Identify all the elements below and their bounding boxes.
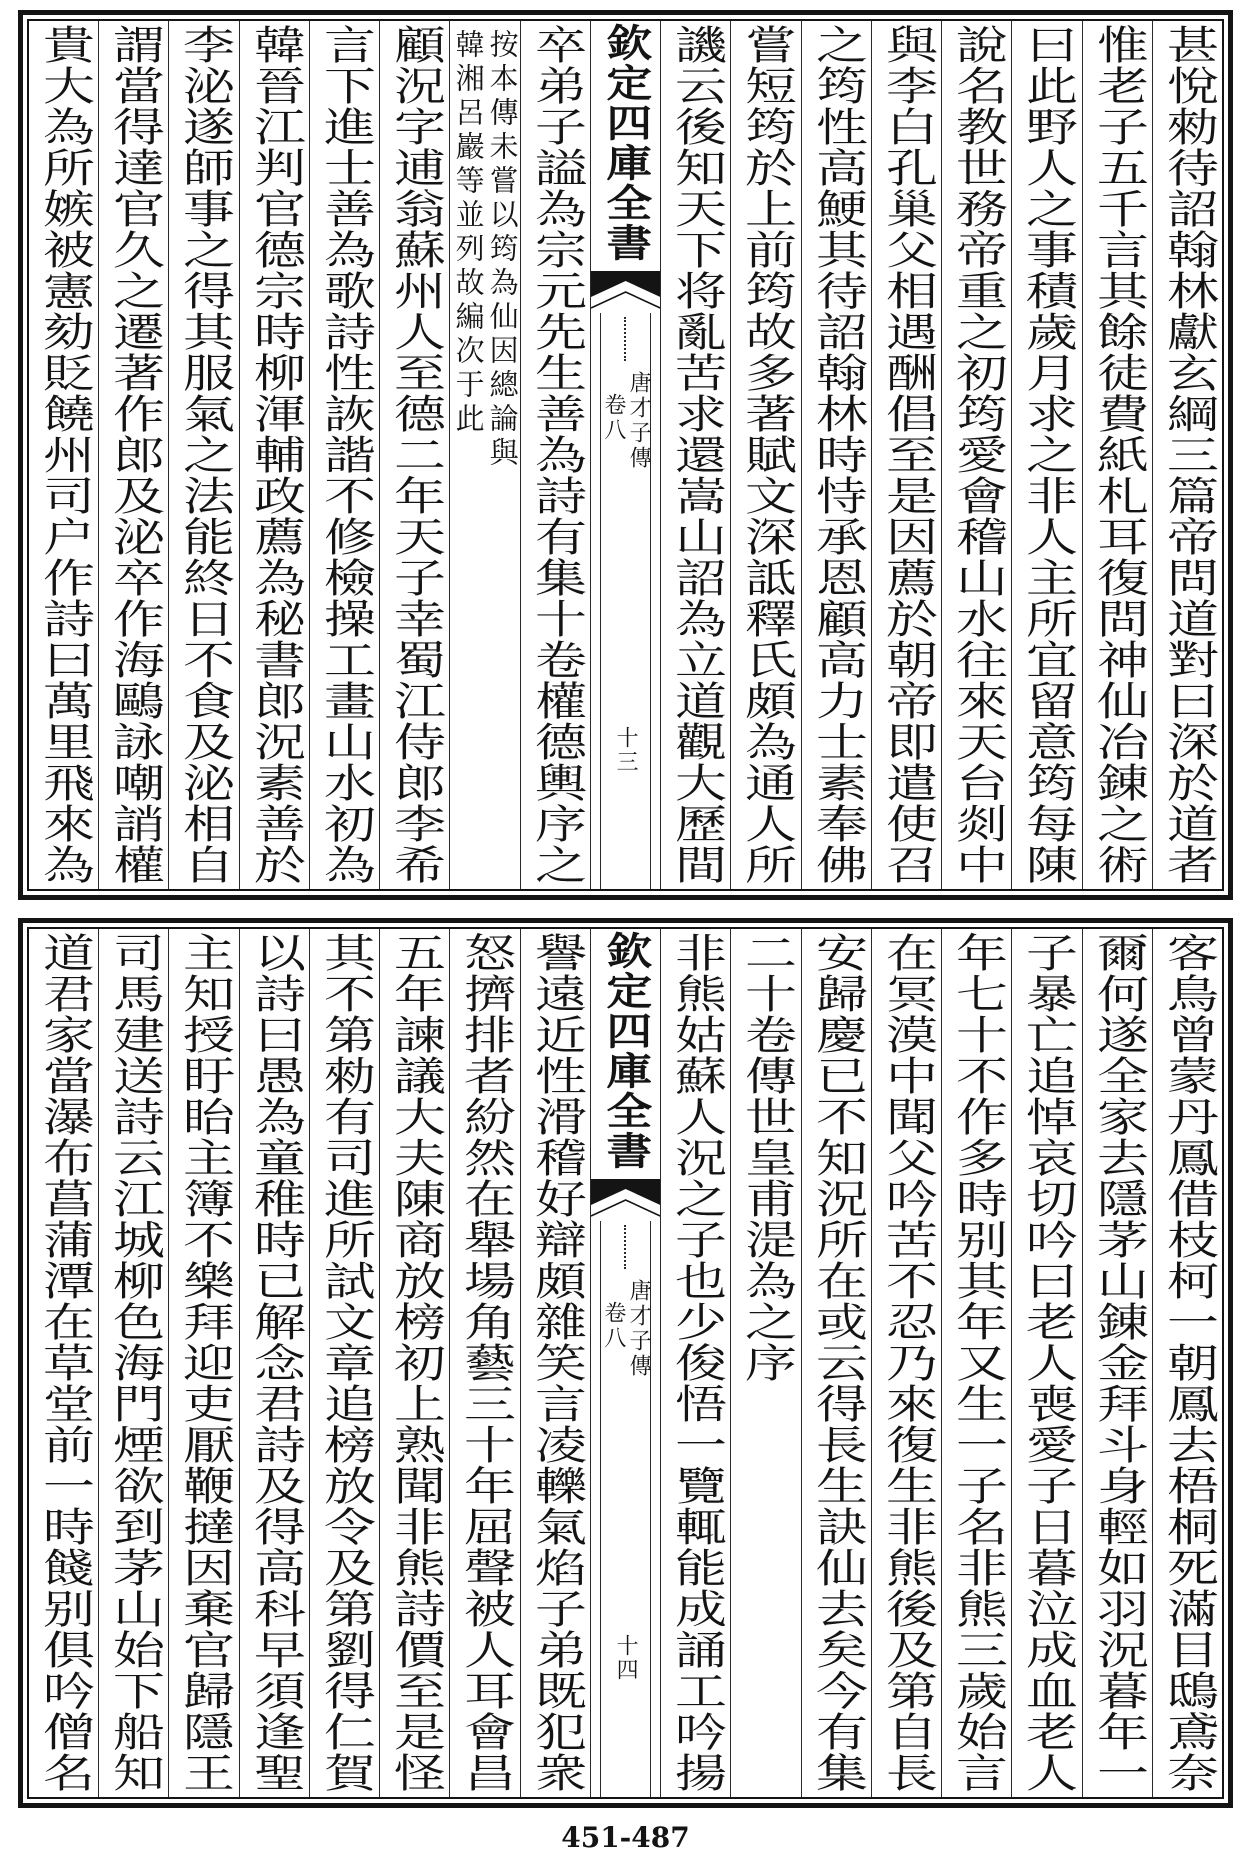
column-text: 主知授盱眙主簿不樂拜迎吏厭鞭撻因棄官歸隱王 xyxy=(175,932,235,1793)
fishtail-ornament xyxy=(591,271,660,311)
strip-dotted-rule xyxy=(624,317,626,361)
text-column xyxy=(379,929,449,1797)
column-text: 惟老子五千言其餘徒費紙札耳復問神仙冶錬之術 xyxy=(1088,24,1148,885)
text-column xyxy=(98,929,168,1797)
book-title: 唐才子傳 xyxy=(626,371,652,471)
text-column xyxy=(379,21,449,889)
column-text: 李泌遂師事之得其服氣之法能終日不食及泌相自 xyxy=(175,24,235,885)
text-block xyxy=(27,19,1224,891)
column-text: 以詩曰愚為童稚時已解念君詩及得高科早須逢聖 xyxy=(245,932,306,1793)
text-column xyxy=(1082,21,1152,889)
column-text: 之筠性高鯁其待詔翰林時恃承恩顧高力士素奉佛 xyxy=(807,24,867,885)
text-column xyxy=(1011,929,1081,1797)
page-number: 十三 xyxy=(613,726,639,774)
column-text: 年七十不作多時别其年又生一子名非熊三歲始言 xyxy=(947,932,1008,1793)
column-text: 非熊姑蘇人況之子也少俊悟一覽輒能成誦工吟揚 xyxy=(666,932,727,1793)
text-column xyxy=(239,929,309,1797)
volume-label: 卷八 xyxy=(600,1301,626,1351)
column-text: 譏云後知天下将亂苦求還嵩山詔為立道觀大歷間 xyxy=(666,24,727,885)
annotation-line: 韓湘呂巖等並列故編次于此 xyxy=(451,29,486,437)
column-text: 司馬建送詩云江城柳色海門煙欲到茅山始下船知 xyxy=(104,932,165,1793)
text-column xyxy=(660,21,730,889)
column-text: 客鳥曾蒙丹鳳借枝柯一朝鳳去梧桐死滿目鴟鳶奈 xyxy=(1158,932,1219,1793)
text-column xyxy=(520,21,590,889)
text-column xyxy=(730,929,800,1797)
text-column xyxy=(1011,21,1081,889)
collection-title: 欽定四庫全書 xyxy=(598,931,653,1171)
column-text: 子暴亡追悼哀切吟曰老人喪愛子日暮泣成血老人 xyxy=(1017,932,1078,1793)
column-text: 嘗短筠於上前筠故多著賦文深詆釋氏頗為通人所 xyxy=(736,24,797,885)
column-text: 五年諫議大夫陳商放榜初上熟聞非熊詩價至是怪 xyxy=(385,932,446,1793)
text-column xyxy=(801,21,871,889)
annotation-note xyxy=(450,29,519,471)
page-number: 十四 xyxy=(613,1634,639,1682)
volume-label: 卷八 xyxy=(600,393,626,443)
collection-title: 欽定四庫全書 xyxy=(598,23,653,263)
column-text: 韓晉江判官德宗時柳渾輔政薦為秘書郎況素善於 xyxy=(245,24,306,885)
book-title: 唐才子傳 xyxy=(626,1279,652,1379)
text-column xyxy=(29,929,98,1797)
half-page-top xyxy=(18,10,1233,900)
text-column xyxy=(168,21,238,889)
column-text: 安歸慶已不知況所在或云得長生訣仙去矣今有集 xyxy=(807,932,867,1793)
page-code: 451-487 xyxy=(561,1821,690,1854)
text-column xyxy=(801,929,871,1797)
text-column xyxy=(730,21,800,889)
text-column xyxy=(449,929,519,1797)
text-column xyxy=(1082,929,1152,1797)
text-column xyxy=(239,21,309,889)
column-text: 在冥漠中聞父吟苦不忍乃來復生非熊後及第自長 xyxy=(877,932,938,1793)
annotation-column xyxy=(449,21,519,889)
text-column xyxy=(29,21,98,889)
fishtail-ornament xyxy=(591,1179,660,1219)
half-page-bottom xyxy=(18,918,1233,1808)
column-text: 道君家當瀑布菖蒲潭在草堂前一時餞别俱吟僧名 xyxy=(34,932,95,1793)
strip-dotted-rule xyxy=(624,1225,626,1269)
column-text: 怒擠排者紛然在舉場角藝三十年屈聲被人耳會昌 xyxy=(455,932,516,1793)
column-text: 貴大為所嫉被憲劾貶饒州司户作詩曰萬里飛來為 xyxy=(34,24,95,885)
column-text: 與李白孔巢父相遇酬倡至是因薦於朝帝即遣使召 xyxy=(877,24,938,885)
annotation-line: 按本傳未嘗以筠為仙因總論與 xyxy=(485,29,520,471)
column-text: 爾何遂全家去隱茅山錬金拜斗身輕如羽況暮年一 xyxy=(1088,932,1148,1793)
column-text: 曰此野人之事積歲月求之非人主所宜留意筠每陳 xyxy=(1017,24,1078,885)
text-column xyxy=(660,929,730,1797)
column-text: 顧況字逋翁蘇州人至德二年天子幸蜀江侍郎李希 xyxy=(385,24,446,885)
column-text: 言下進士善為歌詩性詼諧不修檢操工畫山水初為 xyxy=(315,24,376,885)
column-text: 譽遠近性滑稽好辯頗雜笑言凌轢氣焰子弟既犯衆 xyxy=(526,932,586,1793)
column-text: 其不第勑有司進所試文章追榜放令及第劉得仁賀 xyxy=(315,932,376,1793)
text-column xyxy=(98,21,168,889)
column-text: 二十卷傳世皇甫湜為之序 xyxy=(736,932,797,1383)
column-text: 謂當得達官久之遷著作郎及泌卒作海鷗詠嘲誚權 xyxy=(104,24,165,885)
column-text: 說名教世務帝重之初筠愛會稽山水往來天台剡中 xyxy=(947,24,1008,885)
column-text: 甚悅勑待詔翰林獻玄綱三篇帝問道對曰深於道者 xyxy=(1158,24,1219,885)
text-block xyxy=(27,927,1224,1799)
column-text: 卒弟子謚為宗元先生善為詩有集十卷權德輿序之 xyxy=(526,24,586,885)
text-column xyxy=(520,929,590,1797)
text-column xyxy=(168,929,238,1797)
